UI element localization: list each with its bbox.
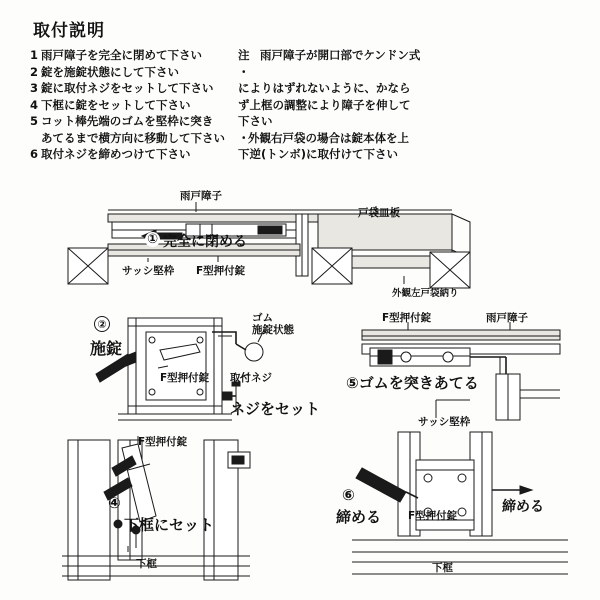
step-text: あてるまで横方向に移動して下さい (41, 130, 225, 145)
step-text: 錠に取付ネジをセットして下さい (41, 81, 214, 95)
step-text: 取付ネジを締めつけて下さい (41, 147, 191, 161)
step-number: 1 (30, 48, 39, 62)
step-text: 下框に錠をセットして下さい (41, 97, 191, 112)
step-number: 3 (30, 81, 39, 95)
fig5-lock-label: F型押付錠 (382, 312, 432, 324)
fig1-shoji-label: 雨戸障子 (180, 190, 222, 202)
note-text: 外観右戸袋の場合は錠本体を上 (248, 130, 409, 145)
fig2-locked-state-label: 施錠状態 (252, 324, 294, 336)
fig4-shitagamachi-label: 下框 (136, 558, 157, 570)
fig5-step-number: ⑤ (346, 374, 359, 392)
page-title: 取付説明 (33, 21, 105, 41)
fig2-gomu-label: ゴム (252, 312, 273, 324)
note-marker: 注 ・ (238, 48, 250, 79)
fig6-lock-label: F型押付錠 (408, 510, 458, 522)
fig4-step-text: 下框にセット (124, 516, 215, 534)
fig1-lock-label: F型押付錠 (196, 265, 246, 277)
fig2-step-text-2: ネジをセット (230, 400, 321, 418)
fig6-step-number: ⑥ (342, 486, 355, 504)
step-number: 6 (30, 147, 39, 161)
note-marker-2: ・ (238, 130, 250, 145)
fig5-sash-label: サッシ堅枠 (418, 416, 471, 428)
fig6-shitagamachi-label: 下框 (432, 562, 453, 574)
fig1-left-pocket-label: 外観左戸袋納り (392, 288, 459, 299)
fig2-step-number: ② (94, 316, 110, 332)
fig6-step-text-right: 締める (502, 499, 544, 515)
step-number: 4 (30, 97, 39, 112)
fig1-step-number: ① (146, 232, 158, 247)
fig4-step-number: ④ (108, 494, 121, 512)
fig2-screw-label: 取付ネジ (230, 372, 272, 384)
note-text: 下逆(トンボ)に取付けて下さい (238, 147, 399, 161)
note-text: によりはずれないように、かなら (238, 81, 411, 95)
fig1-tobukuro-label: 戸袋皿板 (358, 207, 400, 219)
step-text: コット棒先端のゴムを堅枠に突き (41, 114, 214, 128)
note-text: 雨戸障子が開口部でケンドン式 (260, 48, 421, 62)
step-number: 2 (30, 64, 39, 79)
step-number: 5 (30, 114, 39, 128)
note-text: 下さい (238, 114, 273, 128)
fig5-step-text: ゴムを突きあてる (358, 374, 479, 392)
fig5-shoji-label: 雨戸障子 (486, 312, 528, 324)
fig4-lock-label: F型押付錠 (138, 436, 188, 448)
fig6-step-text: 締める (336, 508, 382, 526)
note-text: ず上框の調整により障子を伸して (238, 97, 411, 112)
fig2-step-text: 施錠 (90, 339, 123, 358)
fig1-step-text: 完全に閉める (163, 234, 247, 250)
fig1-sash-label: サッシ堅枠 (122, 265, 175, 277)
step-text: 雨戸障子を完全に閉めて下さい (41, 48, 202, 62)
step-text: 錠を施錠状態にして下さい (41, 64, 179, 79)
fig2-lock-label: F型押付錠 (160, 372, 210, 384)
